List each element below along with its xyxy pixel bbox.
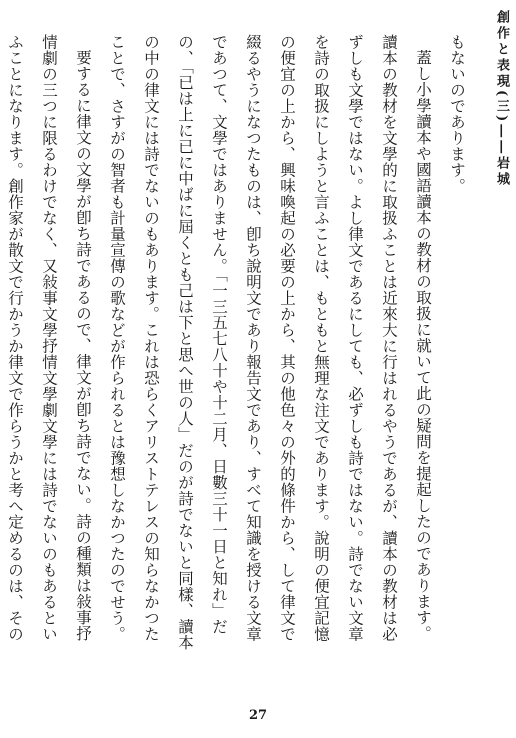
- vertical-text-block: [6, 34, 474, 654]
- paragraph: もないのであります。: [448, 34, 466, 194]
- paragraph: 要するに律文の文學が卽ち詩であるので、律文が卽ち詩でない。詩の種類は敍事抒情劇の三つに限るわけでなく、又敍事文學抒情文學劇文學には詩でないのもあるといふことになります。創作家が散文で行かうか律文で作らうかと考へ定めるのは、その: [6, 34, 92, 642]
- paragraph: 蓋し小學讀本や國語讀本の教材の取扱に就いて此の疑問を提起したのであります。讀本の教材を文學的に取扱ふことは近來大に行はれるやうであるが、讀本の教材は必ずしも文學ではない。よし律文であるにしても、必ずしも詩ではない。詩でない文章を詩の取扱にしようと言ふことは、もともと無理な注文であります。說明の便宜記憶の便宜の上から、興味喚起の必要の上から、其の他色々の外的條件から、して律文で綴るやうになつたものは、卽ち說明文であり報告文であり、すべて知識を授ける文章であつて、文學ではありません。「一三五七八十や十二月、日數三十一日と知れ」だの、「已は上に已に中ばに屆くとも己は下と思へ世の人」だのが詩でないと同樣、讀本の中の律文には詩でないのもあります。これは恐らくアリストテレスの知らなかつたことで、さすがの智者も計量宣傳の歌などが作られるとは豫想しなかつたのでせう。: [108, 34, 432, 651]
- page-number: 27: [248, 708, 268, 723]
- running-header: 創作と表現(三)――岩城: [494, 10, 509, 189]
